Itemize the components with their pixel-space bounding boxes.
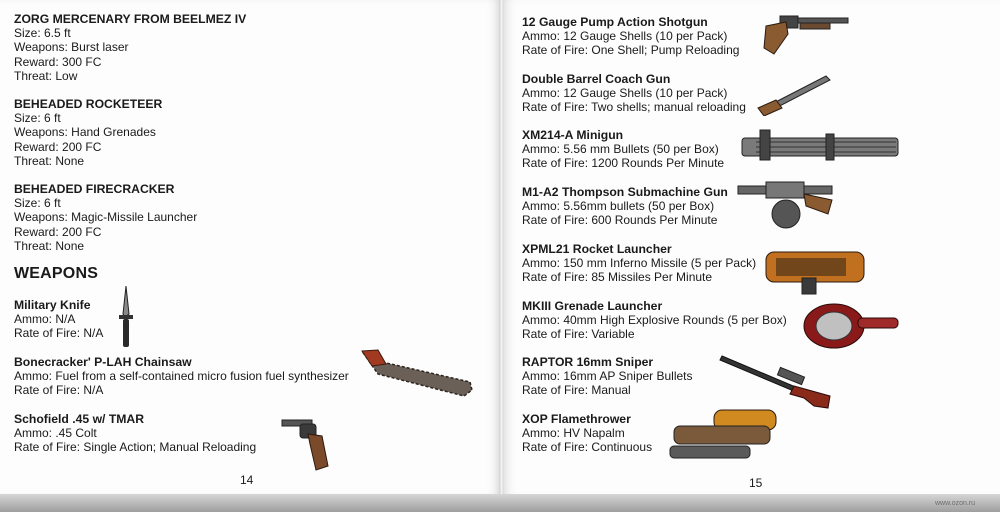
weapon-name: RAPTOR 16mm Sniper [522, 355, 654, 369]
enemy-stat: Reward: 200 FC [14, 224, 102, 239]
enemy-name: ZORG MERCENARY FROM BEELMEZ IV [14, 12, 247, 26]
weapon-stat: Rate of Fire: N/A [14, 326, 104, 341]
flamethrower-icon [668, 406, 780, 464]
coach-gun-icon [756, 70, 836, 116]
weapon-entry [14, 298, 103, 341]
minigun-icon [736, 126, 902, 166]
weapon-name: MKIII Grenade Launcher [522, 299, 663, 313]
weapon-name: Schofield .45 w/ TMAR [14, 412, 145, 426]
weapon-stat: Ammo: 12 Gauge Shells (10 per Pack) [522, 86, 728, 101]
weapon-stat: Rate of Fire: Variable [522, 327, 635, 342]
enemy-stat: Size: 6 ft [14, 196, 61, 211]
weapon-entry [522, 72, 746, 115]
thompson-icon [736, 180, 836, 240]
knife-icon [116, 284, 136, 350]
weapon-name: 12 Gauge Pump Action Shotgun [522, 15, 708, 29]
enemy-stat: Size: 6.5 ft [14, 26, 71, 41]
enemy-stat: Threat: None [14, 238, 85, 253]
sniper-rifle-icon [718, 352, 836, 410]
weapon-entry [522, 15, 739, 58]
weapon-entry [14, 355, 349, 398]
chainsaw-icon [360, 348, 475, 406]
enemy-stat: Weapons: Magic-Missile Launcher [14, 210, 198, 225]
page-bottom-edge [0, 494, 1000, 512]
weapon-name: Military Knife [14, 298, 91, 312]
enemy-stat: Weapons: Burst laser [14, 40, 129, 55]
weapon-stat: Rate of Fire: Manual [522, 383, 631, 398]
enemy-name: BEHEADED ROCKETEER [14, 97, 163, 111]
weapon-stat: Ammo: Fuel from a self-contained micro fusion fuel synthesizer [14, 369, 349, 384]
weapon-stat: Rate of Fire: Single Action; Manual Reloading [14, 440, 257, 455]
weapon-entry [14, 412, 256, 455]
weapon-stat: Rate of Fire: 1200 Rounds Per Minute [522, 156, 725, 171]
weapon-name: Double Barrel Coach Gun [522, 72, 671, 86]
weapon-stat: Ammo: .45 Colt [14, 426, 97, 441]
enemy-entry [14, 97, 162, 168]
enemy-stat: Threat: Low [14, 68, 78, 83]
enemy-name: BEHEADED FIRECRACKER [14, 182, 175, 196]
weapon-entry [522, 242, 756, 285]
booklet-gutter [499, 0, 504, 496]
weapon-stat: Ammo: 150 mm Inferno Missile (5 per Pack) [522, 256, 757, 271]
enemy-entry [14, 12, 246, 83]
weapon-name: M1-A2 Thompson Submachine Gun [522, 185, 728, 199]
weapon-stat: Rate of Fire: 600 Rounds Per Minute [522, 213, 718, 228]
enemy-stat: Threat: None [14, 153, 85, 168]
weapon-entry [522, 412, 652, 455]
weapon-entry [522, 355, 693, 398]
weapon-stat: Rate of Fire: N/A [14, 383, 104, 398]
revolver-icon [280, 414, 332, 472]
weapon-stat: Ammo: 12 Gauge Shells (10 per Pack) [522, 29, 728, 44]
weapon-name: XM214-A Minigun [522, 128, 624, 142]
weapon-stat: Ammo: N/A [14, 312, 76, 327]
weapon-stat: Ammo: 16mm AP Sniper Bullets [522, 369, 693, 384]
weapon-entry [522, 185, 728, 228]
weapon-entry [522, 299, 787, 342]
weapon-stat: Ammo: 40mm High Explosive Rounds (5 per Box) [522, 313, 787, 328]
weapon-name: XPML21 Rocket Launcher [522, 242, 672, 256]
weapon-stat: Ammo: 5.56 mm Bullets (50 per Box) [522, 142, 719, 157]
weapon-stat: Rate of Fire: Two shells; manual reloading [522, 100, 746, 115]
enemy-stat: Reward: 200 FC [14, 139, 102, 154]
weapon-name: Bonecracker' P-LAH Chainsaw [14, 355, 192, 369]
pump-shotgun-icon [760, 12, 850, 58]
enemy-entry [14, 182, 197, 253]
weapons-section-title: WEAPONS [14, 265, 99, 282]
weapon-stat: Rate of Fire: One Shell; Pump Reloading [522, 43, 740, 58]
weapon-entry [522, 128, 724, 171]
weapon-stat: Ammo: HV Napalm [522, 426, 625, 441]
weapon-name: XOP Flamethrower [522, 412, 631, 426]
grenade-launcher-icon [800, 298, 902, 354]
weapon-stat: Rate of Fire: Continuous [522, 440, 653, 455]
enemy-stat: Weapons: Hand Grenades [14, 125, 156, 140]
enemy-stat: Size: 6 ft [14, 111, 61, 126]
rocket-launcher-icon [762, 244, 868, 296]
weapon-stat: Rate of Fire: 85 Missiles Per Minute [522, 270, 713, 285]
watermark: www.ozon.ru [935, 500, 976, 507]
page-number-left: 14 [240, 473, 254, 487]
enemy-stat: Reward: 300 FC [14, 54, 102, 69]
weapon-stat: Ammo: 5.56mm bullets (50 per Box) [522, 199, 715, 214]
page-number-right: 15 [749, 476, 763, 490]
